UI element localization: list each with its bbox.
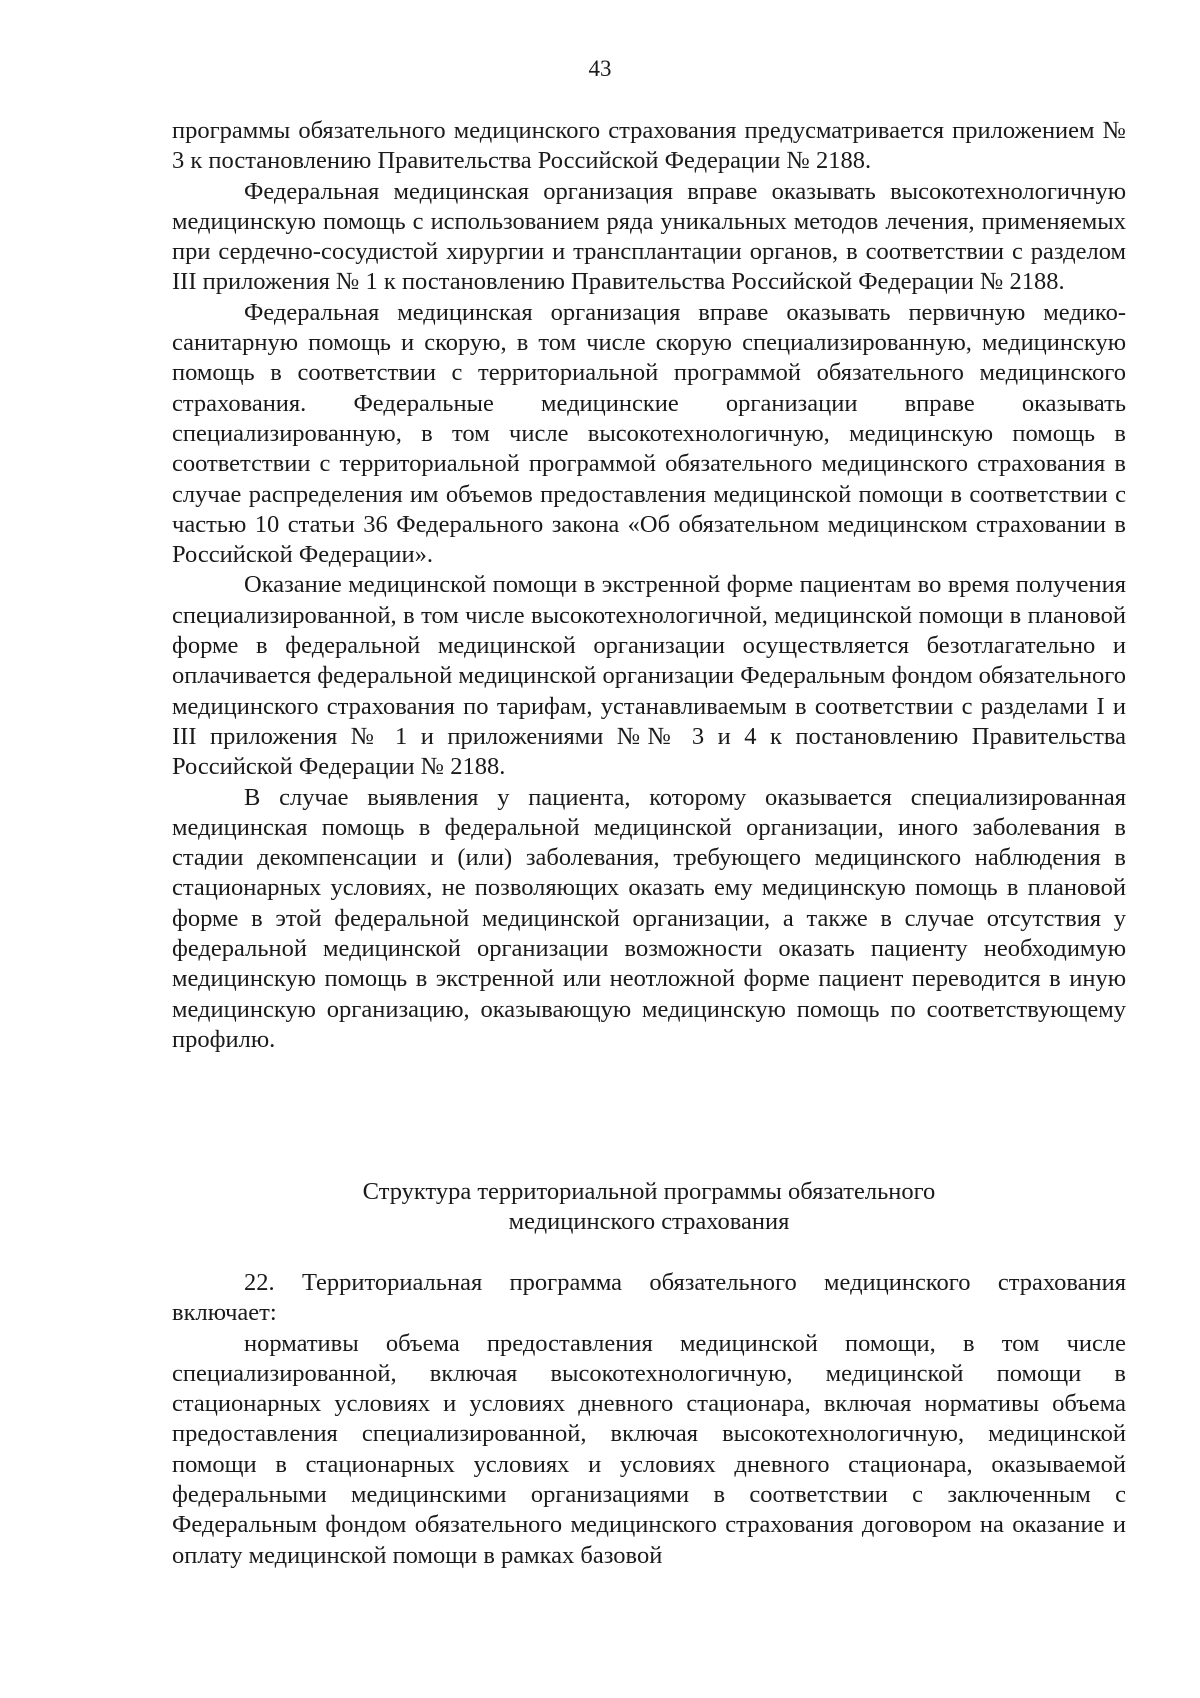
paragraph-volume-norms: нормативы объема предоставления медицинской помощи, в том числе специализированной, включая высокотехнологичную, медицинской помощи в стационарных условиях и условиях дневного стационара, включая нормативы объема предоставления специализированной, включая высокотехнологичную, медицинской помощи в стационарных условиях и условиях дневного стационара, оказываемой федеральными медицинскими организациями в соответствии с заключенным с Федеральным фондом обязательного медицинского страхования договором на оказание и оплату медицинской помощи в рамках базовой xyxy=(172,1329,1126,1569)
paragraph-primary-care: Федеральная медицинская организация вправе оказывать первичную медико-санитарную помощь и скорую, в том числе скорую специализированную, медицинскую помощь в соответствии с территориальной программой обязательного медицинского страхования. Федеральные медицинские организации вправе оказывать специализированную, в том числе высокотехнологичную, медицинскую помощь в соответствии с территориальной программой обязательного медицинского страхования в случае распределения им объемов предоставления медицинской помощи в соответствии с частью 10 статьи 36 Федерального закона «Об обязательном медицинском страховании в Российской Федерации». xyxy=(172,298,1126,569)
paragraph-emergency-care: Оказание медицинской помощи в экстренной форме пациентам во время получения специализированной, в том числе высокотехнологичной, медицинской помощи в плановой форме в федеральной медицинской организации осуществляется безотлагательно и оплачивается федеральной медицинской организации Федеральным фондом обязательного медицинского страхования по тарифам, устанавливаемым в соответствии с разделами I и III приложения № 1 и приложениями №№ 3 и 4 к постановлению Правительства Российской Федерации № 2188. xyxy=(172,571,1126,781)
section-heading-line-2: медицинского страхования xyxy=(508,1208,790,1236)
body-text-bottom xyxy=(172,1268,1126,1571)
paragraph-patient-transfer: В случае выявления у пациента, которому оказывается специализированная медицинская помощь в федеральной медицинской организации, иного заболевания в стадии декомпенсации и (или) заболевания, требующего медицинского наблюдения в стационарных условиях, не позволяющих оказать ему медицинскую помощь в плановой форме в этой федеральной медицинской организации, а также в случае отсутствия у федеральной медицинской организации возможности оказать пациенту необходимую медицинскую помощь в экстренной или неотложной форме пациент переводится в иную медицинскую организацию, оказывающую медицинскую помощь по соответствующему профилю. xyxy=(172,783,1126,1053)
body-text-top xyxy=(172,116,1126,1055)
paragraph-htmc-unique-methods: Федеральная медицинская организация вправе оказывать высокотехнологичную медицинскую помощь с использованием ряда уникальных методов лечения, применяемых при сердечно-сосудистой хирургии и трансплантации органов, в соответствии с разделом III приложения № 1 к постановлению Правительства Российской Федерации № 2188. xyxy=(172,177,1126,296)
section-heading xyxy=(172,1177,1126,1238)
section-heading-line-1: Структура территориальной программы обязательного xyxy=(362,1178,936,1205)
paragraph-item-22: 22. Территориальная программа обязательного медицинского страхования включает: xyxy=(172,1269,1126,1327)
paragraph-continuation: программы обязательного медицинского страхования предусматривается приложением № 3 к постановлению Правительства Российской Федерации № 2188. xyxy=(172,117,1126,175)
page-number: 43 xyxy=(588,56,612,81)
